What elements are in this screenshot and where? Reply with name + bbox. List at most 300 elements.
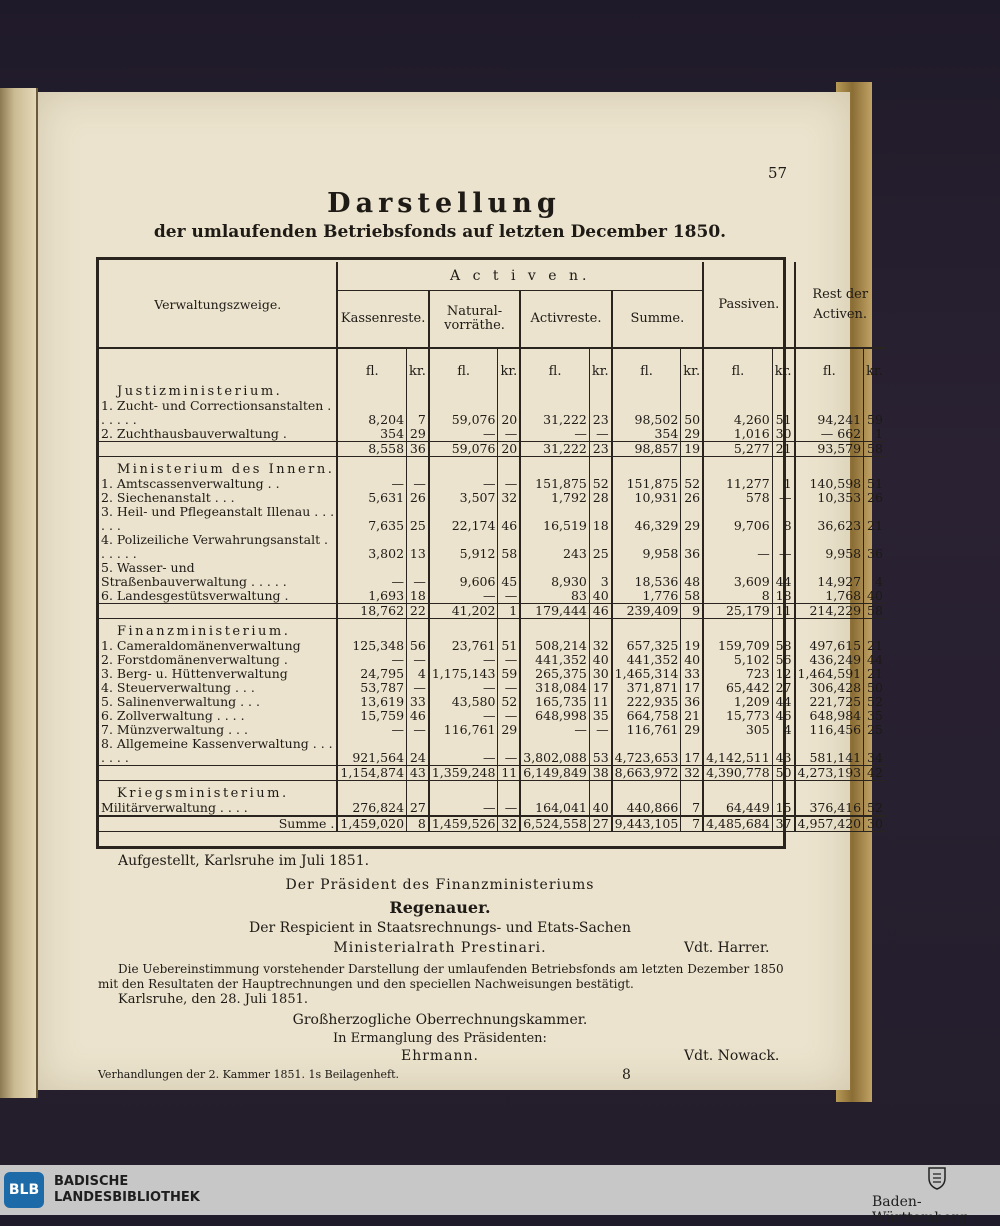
value-fl: — xyxy=(482,680,496,695)
value-fl: 5,912 xyxy=(459,546,496,561)
value-kr: 13 xyxy=(407,533,429,561)
value-fl: — xyxy=(391,574,405,589)
subtotal-row xyxy=(99,442,885,457)
value-kr: 43 xyxy=(407,766,429,781)
value-kr: 29 xyxy=(681,427,703,442)
row-label: 8. Allgemeine Kassenverwaltung . . . . . . . xyxy=(99,737,337,766)
value-fl: 165,735 xyxy=(535,694,587,709)
value-fl: — xyxy=(757,546,770,561)
value-fl: 371,871 xyxy=(626,680,679,695)
value-fl: 53,787 xyxy=(360,680,405,695)
value-kr: 44 xyxy=(772,695,794,709)
page-subtitle: der umlaufenden Betriebsfonds auf letzten December 1850. xyxy=(153,222,727,242)
value-kr: 29 xyxy=(407,427,429,442)
row-label xyxy=(99,442,337,457)
value-kr: 56 xyxy=(407,639,429,653)
value-fl: 159,709 xyxy=(718,638,770,653)
value-kr: 46 xyxy=(498,505,520,533)
value-kr: 51 xyxy=(772,399,794,427)
value-kr: 32 xyxy=(589,639,611,653)
value-fl: 59,076 xyxy=(429,442,498,457)
unit-fl: fl. xyxy=(457,364,471,379)
value-kr: 20 xyxy=(498,442,520,457)
vdt-harrer: Vdt. Harrer. xyxy=(684,940,770,956)
value-fl: 64,449 xyxy=(725,800,770,815)
section-row xyxy=(99,457,885,478)
table-row xyxy=(99,477,885,491)
value-kr: — xyxy=(498,709,520,723)
value-fl: 4,485,684 xyxy=(703,816,772,832)
value-kr: 9 xyxy=(681,604,703,619)
value-kr: 4 xyxy=(864,561,885,589)
value-kr: — xyxy=(498,589,520,604)
value-kr: 33 xyxy=(681,667,703,681)
value-fl: 354 xyxy=(380,426,405,441)
value-kr: — xyxy=(407,653,429,667)
value-fl: 36,623 xyxy=(817,518,862,533)
value-fl: 354 xyxy=(654,426,679,441)
value-fl: 3,609 xyxy=(733,574,770,589)
value-kr: 36 xyxy=(407,442,429,457)
row-label: 7. Münzverwaltung . . . xyxy=(99,723,337,737)
value-kr: — xyxy=(498,737,520,766)
value-fl: 1,175,143 xyxy=(431,666,496,681)
value-fl: 1,693 xyxy=(368,588,405,603)
value-fl: 8,204 xyxy=(368,412,405,427)
value-fl: 8,930 xyxy=(551,574,587,589)
value-fl: 508,214 xyxy=(535,638,587,653)
value-fl: — xyxy=(482,588,496,603)
value-kr: 56 xyxy=(772,653,794,667)
value-kr: 45 xyxy=(498,561,520,589)
value-fl: 15,773 xyxy=(725,708,770,723)
sheet-number: 8 xyxy=(622,1067,631,1083)
referent-title: Der Respicient in Staatsrechnungs- und Etats-Sachen xyxy=(249,920,631,936)
value-kr: 27 xyxy=(407,801,429,816)
value-kr: 32 xyxy=(681,766,703,781)
value-fl: 4,260 xyxy=(733,412,770,427)
value-kr: 1 xyxy=(498,604,520,619)
value-fl: — 662 xyxy=(820,426,862,441)
value-fl: 5,102 xyxy=(733,652,770,667)
value-fl: 376,416 xyxy=(809,800,862,815)
value-fl: 441,352 xyxy=(626,652,679,667)
value-kr: 1 xyxy=(772,477,794,491)
section-row xyxy=(99,619,885,640)
value-kr: 26 xyxy=(407,491,429,505)
blb-logo[interactable]: BLB xyxy=(4,1172,44,1208)
value-fl: — xyxy=(482,708,496,723)
table-row xyxy=(99,589,885,604)
value-fl: 140,598 xyxy=(809,476,862,491)
value-fl: 7,635 xyxy=(368,518,405,533)
value-kr: — xyxy=(407,681,429,695)
value-fl: 14,927 xyxy=(817,574,862,589)
value-fl: 5,631 xyxy=(368,490,405,505)
header-naturalvorraethe: Natural-vorräthe. xyxy=(429,291,520,349)
value-kr: 32 xyxy=(498,816,520,832)
value-kr: 27 xyxy=(589,816,611,832)
row-label: Militärverwaltung . . . . xyxy=(99,801,337,816)
row-label: 1. Zucht- und Correctionsanstalten . . . . . . xyxy=(99,399,337,427)
page-number: 57 xyxy=(768,164,788,182)
value-fl: 4,723,653 xyxy=(614,750,679,765)
value-fl: 8 xyxy=(761,588,770,603)
value-kr: 8 xyxy=(407,816,429,832)
value-kr: 36 xyxy=(681,695,703,709)
value-kr: 22 xyxy=(407,604,429,619)
value-fl: — xyxy=(482,426,496,441)
value-fl: 151,875 xyxy=(535,476,587,491)
value-fl: 1,209 xyxy=(733,694,770,709)
value-kr: 52 xyxy=(589,477,611,491)
value-kr: 58 xyxy=(681,589,703,604)
value-kr: 30 xyxy=(772,427,794,442)
unit-fl: fl. xyxy=(822,364,836,379)
referent-name: Ministerialrath Prestinari. xyxy=(333,940,547,956)
value-kr: — xyxy=(498,427,520,442)
value-kr: 52 xyxy=(864,695,885,709)
value-kr: 26 xyxy=(681,491,703,505)
deputy-line: In Ermanglung des Präsidenten: xyxy=(333,1031,547,1046)
value-fl: 98,502 xyxy=(634,412,679,427)
value-kr: 18 xyxy=(407,589,429,604)
value-kr: 11 xyxy=(589,695,611,709)
header-passiven: Passiven. xyxy=(703,262,794,348)
confirmation-text: Die Uebereinstimmung vorstehender Darstellung der umlaufenden Betriebsfonds am letzten Dezember 1850 mit den Resultaten der Hauptrechnungen und den speciellen Nachweisungen bestätigt. xyxy=(98,962,784,991)
value-kr: — xyxy=(498,681,520,695)
value-fl: 1,768 xyxy=(825,588,862,603)
value-kr: 20 xyxy=(498,399,520,427)
value-kr: 59 xyxy=(498,667,520,681)
value-fl: 23,761 xyxy=(451,638,496,653)
fonds-table xyxy=(99,262,885,832)
row-label xyxy=(99,766,337,781)
section-row xyxy=(99,379,885,399)
value-kr: 53 xyxy=(589,737,611,766)
value-fl: — xyxy=(391,722,405,737)
value-kr: 32 xyxy=(498,491,520,505)
table-row xyxy=(99,667,885,681)
value-kr: 28 xyxy=(589,491,611,505)
value-fl: 1,459,526 xyxy=(429,816,498,832)
row-label: 4. Steuerverwaltung . . . xyxy=(99,681,337,695)
value-kr: 40 xyxy=(589,653,611,667)
value-kr: 27 xyxy=(772,681,794,695)
value-fl: 8,663,972 xyxy=(612,766,681,781)
value-kr: 46 xyxy=(772,709,794,723)
value-fl: 265,375 xyxy=(535,666,587,681)
value-fl: 664,758 xyxy=(626,708,679,723)
section-title: Finanzministerium. xyxy=(99,619,337,640)
value-kr: 30 xyxy=(864,816,885,832)
value-fl: — xyxy=(574,426,587,441)
value-kr: 17 xyxy=(681,737,703,766)
value-fl: — xyxy=(482,476,496,491)
table-row xyxy=(99,533,885,561)
value-fl: 1,016 xyxy=(733,426,770,441)
value-kr: — xyxy=(772,491,794,505)
deputy-name: Ehrmann. xyxy=(400,1048,480,1064)
value-fl: 24,795 xyxy=(360,666,405,681)
value-kr: 15 xyxy=(772,801,794,816)
value-kr: 19 xyxy=(681,639,703,653)
value-kr: 34 xyxy=(864,737,885,766)
value-kr: 4 xyxy=(407,667,429,681)
value-fl: 921,564 xyxy=(352,750,405,765)
value-kr: 21 xyxy=(864,667,885,681)
value-fl: 222,935 xyxy=(626,694,679,709)
value-fl: 9,706 xyxy=(733,518,770,533)
unit-kr: kr. xyxy=(772,348,794,379)
value-fl: 9,443,105 xyxy=(612,816,681,832)
value-kr: 18 xyxy=(589,505,611,533)
header-activreste: Activreste. xyxy=(520,291,611,349)
value-kr: 7 xyxy=(407,399,429,427)
value-kr: — xyxy=(407,477,429,491)
page-title: Darstellung xyxy=(327,188,561,219)
value-fl: 15,759 xyxy=(360,708,405,723)
value-fl: 1,459,020 xyxy=(337,816,406,832)
value-fl: 31,222 xyxy=(520,442,589,457)
value-kr: 21 xyxy=(864,505,885,533)
value-fl: — xyxy=(482,800,496,815)
running-foot: Verhandlungen der 2. Kammer 1851. 1s Beilagenheft. xyxy=(98,1068,400,1081)
value-fl: 46,329 xyxy=(634,518,679,533)
value-fl: 4,273,193 xyxy=(795,766,864,781)
row-label: 5. Salinenverwaltung . . . xyxy=(99,695,337,709)
value-fl: 59,076 xyxy=(451,412,496,427)
value-kr: — xyxy=(589,723,611,737)
value-fl: 4,957,420 xyxy=(795,816,864,832)
value-kr: 52 xyxy=(864,801,885,816)
vdt-nowack: Vdt. Nowack. xyxy=(684,1048,780,1064)
value-fl: 164,041 xyxy=(535,800,587,815)
unit-fl: fl. xyxy=(365,364,379,379)
value-kr: 19 xyxy=(681,442,703,457)
value-kr: 23 xyxy=(589,442,611,457)
value-fl: 578 xyxy=(745,490,770,505)
value-kr: 29 xyxy=(681,505,703,533)
value-kr: 35 xyxy=(864,709,885,723)
value-fl: 11,277 xyxy=(725,476,770,491)
value-kr: 35 xyxy=(589,709,611,723)
subtotal-row xyxy=(99,766,885,781)
row-label: 1. Cameraldomänenverwaltung xyxy=(99,639,337,653)
unit-kr: kr. xyxy=(589,348,611,379)
table-row xyxy=(99,491,885,505)
value-kr: 26 xyxy=(864,491,885,505)
table-row xyxy=(99,653,885,667)
value-kr: 12 xyxy=(772,667,794,681)
value-fl: 65,442 xyxy=(725,680,770,695)
value-fl: 648,984 xyxy=(809,708,862,723)
value-fl: 276,824 xyxy=(352,800,405,815)
value-fl: 8,558 xyxy=(337,442,406,457)
row-label: 6. Landesgestütsverwaltung . xyxy=(99,589,337,604)
value-kr: 17 xyxy=(681,681,703,695)
value-kr: 21 xyxy=(772,442,794,457)
value-fl: — xyxy=(574,722,587,737)
library-name-line2: LANDESBIBLIOTHEK xyxy=(54,1190,200,1205)
value-fl: — xyxy=(391,476,405,491)
value-fl: 25,179 xyxy=(703,604,772,619)
value-fl: 436,249 xyxy=(809,652,862,667)
value-kr: 18 xyxy=(772,589,794,604)
president-title: Der Präsident des Finanzministeriums xyxy=(285,877,595,893)
table-row xyxy=(99,561,885,589)
value-kr: 7 xyxy=(681,801,703,816)
value-fl: 125,348 xyxy=(352,638,405,653)
value-fl: 5,277 xyxy=(703,442,772,457)
value-kr: 36 xyxy=(864,533,885,561)
value-fl: 116,761 xyxy=(443,722,496,737)
row-label: 5. Wasser- und Straßenbauverwaltung . . . . . xyxy=(99,561,337,589)
value-kr: 50 xyxy=(681,399,703,427)
value-fl: 93,579 xyxy=(795,442,864,457)
value-fl: 214,229 xyxy=(795,604,864,619)
row-label: 1. Amtscassenverwaltung . . xyxy=(99,477,337,491)
library-name[interactable] xyxy=(54,1174,200,1206)
president-name: Regenauer. xyxy=(389,898,491,917)
value-fl: 243 xyxy=(563,546,587,561)
table-row xyxy=(99,737,885,766)
section-title: Justizministerium. xyxy=(99,379,337,399)
unit-fl: fl. xyxy=(548,364,562,379)
value-fl: 151,875 xyxy=(626,476,679,491)
value-kr: 4 xyxy=(772,723,794,737)
value-fl: 1,154,874 xyxy=(337,766,406,781)
value-kr: 29 xyxy=(681,723,703,737)
unit-kr: kr. xyxy=(681,348,703,379)
library-name-line1: BADISCHE xyxy=(54,1174,129,1189)
table-row xyxy=(99,427,885,442)
value-fl: 83 xyxy=(570,588,587,603)
value-kr: 58 xyxy=(498,533,520,561)
header-rest-der-activen: Rest der Activen. xyxy=(795,262,885,348)
value-fl: 98,857 xyxy=(612,442,681,457)
table-row xyxy=(99,681,885,695)
table-row xyxy=(99,723,885,737)
value-fl: 1,359,248 xyxy=(429,766,498,781)
value-kr: 21 xyxy=(681,709,703,723)
value-fl: 318,084 xyxy=(535,680,587,695)
value-fl: 6,524,558 xyxy=(520,816,589,832)
value-fl: 43,580 xyxy=(451,694,496,709)
value-fl: 648,998 xyxy=(535,708,587,723)
value-fl: 41,202 xyxy=(429,604,498,619)
value-kr: — xyxy=(772,533,794,561)
row-label: 6. Zollverwaltung . . . . xyxy=(99,709,337,723)
value-kr: 36 xyxy=(681,533,703,561)
value-kr: 52 xyxy=(498,695,520,709)
value-fl: — xyxy=(482,652,496,667)
value-fl: 179,444 xyxy=(520,604,589,619)
table-row xyxy=(99,505,885,533)
value-kr: 46 xyxy=(589,604,611,619)
value-fl: 1,464,591 xyxy=(797,666,862,681)
unit-row xyxy=(99,348,885,379)
value-kr: 52 xyxy=(681,477,703,491)
value-kr: 11 xyxy=(772,604,794,619)
unit-fl: fl. xyxy=(731,364,745,379)
value-fl: 3,507 xyxy=(459,490,496,505)
value-fl: 116,456 xyxy=(809,722,862,737)
value-kr: — xyxy=(498,477,520,491)
value-kr: 58 xyxy=(864,604,885,619)
unit-kr: kr. xyxy=(864,348,885,379)
header-summe: Summe. xyxy=(612,291,703,349)
value-kr: 24 xyxy=(407,737,429,766)
baden-wuerttemberg-seal-icon xyxy=(927,1166,947,1190)
value-fl: 440,866 xyxy=(626,800,679,815)
value-fl: 18,762 xyxy=(337,604,406,619)
value-kr: 59 xyxy=(864,399,885,427)
value-fl: 6,149,849 xyxy=(520,766,589,781)
value-kr: 3 xyxy=(589,561,611,589)
value-fl: 1,776 xyxy=(642,588,679,603)
row-label: 4. Polizeiliche Verwahrungsanstalt . . . . . . xyxy=(99,533,337,561)
place-date: Aufgestellt, Karlsruhe im Juli 1851. xyxy=(118,853,370,869)
value-fl: 31,222 xyxy=(543,412,587,427)
value-fl: 10,353 xyxy=(817,490,862,505)
table-row xyxy=(99,639,885,653)
value-fl: 10,931 xyxy=(634,490,679,505)
value-fl: — xyxy=(391,652,405,667)
value-fl: 657,325 xyxy=(626,638,679,653)
table-row xyxy=(99,709,885,723)
row-label: 2. Forstdomänenverwaltung . xyxy=(99,653,337,667)
value-fl: 3,802 xyxy=(368,546,405,561)
partner-name[interactable]: Baden-Württemberg xyxy=(872,1194,968,1226)
total-row xyxy=(99,816,885,832)
value-kr: 25 xyxy=(407,505,429,533)
value-fl: 441,352 xyxy=(535,652,587,667)
value-kr: 30 xyxy=(589,667,611,681)
value-kr: 21 xyxy=(864,639,885,653)
row-label: 2. Zuchthausbauverwaltung . xyxy=(99,427,337,442)
value-kr: 38 xyxy=(589,766,611,781)
value-kr: 23 xyxy=(589,399,611,427)
value-kr: 40 xyxy=(864,589,885,604)
table-row xyxy=(99,695,885,709)
value-fl: 306,428 xyxy=(809,680,862,695)
value-kr: 43 xyxy=(772,737,794,766)
value-kr: 29 xyxy=(498,723,520,737)
header-activen: A c t i v e n. xyxy=(337,262,703,291)
value-fl: 239,409 xyxy=(612,604,681,619)
unit-kr: kr. xyxy=(498,348,520,379)
value-kr: 44 xyxy=(772,561,794,589)
value-kr: 40 xyxy=(681,653,703,667)
value-fl: 305 xyxy=(745,722,770,737)
value-kr: 40 xyxy=(589,589,611,604)
value-kr: — xyxy=(407,723,429,737)
value-kr: 17 xyxy=(589,681,611,695)
value-kr: 58 xyxy=(772,639,794,653)
table-body xyxy=(99,348,885,832)
header-verwaltungszweige: Verwaltungszweige. xyxy=(99,262,337,348)
value-kr: 50 xyxy=(772,766,794,781)
value-kr: 40 xyxy=(589,801,611,816)
value-fl: 1,465,314 xyxy=(614,666,679,681)
value-fl: 3,802,088 xyxy=(523,750,587,765)
subtotal-row xyxy=(99,604,885,619)
value-kr: 50 xyxy=(864,681,885,695)
value-kr: 1 xyxy=(864,427,885,442)
row-label: Summe . xyxy=(99,816,337,832)
value-kr: 48 xyxy=(681,561,703,589)
